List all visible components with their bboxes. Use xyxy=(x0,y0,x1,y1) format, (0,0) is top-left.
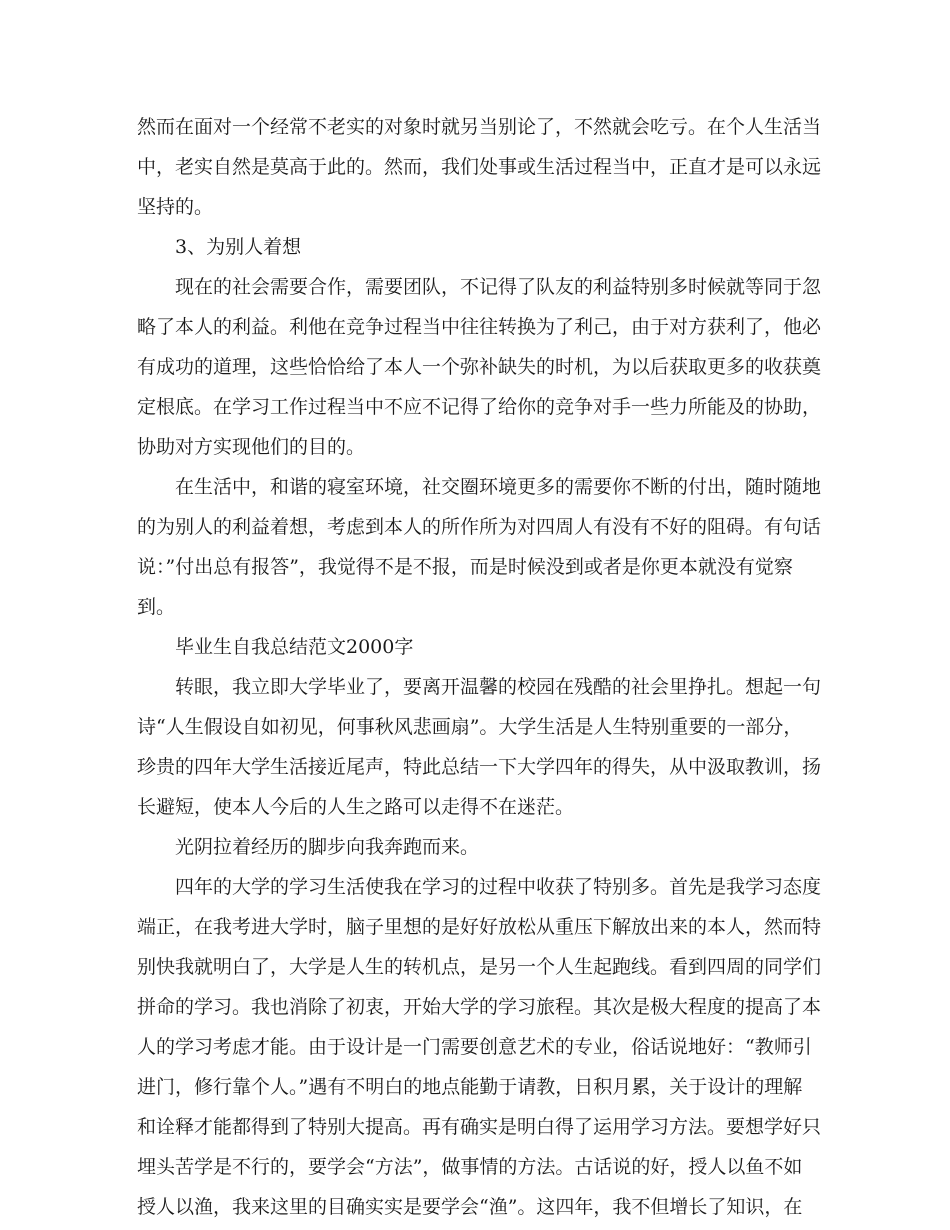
text-line xyxy=(0,907,950,947)
line-text: 埋头苦学是不行的，要学会“方法”，做事情的方法。古话说的好，授人以鱼不如 xyxy=(137,1156,803,1178)
text-line xyxy=(0,547,950,587)
line-text: 进门，修行靠个人。”遇有不明白的地点能勤于请教，日积月累，关于设计的理解 xyxy=(137,1076,803,1098)
text-line xyxy=(0,707,950,747)
line-text: 定根底。在学习工作过程当中不应不记得了给你的竞争对手一些力所能及的协助， xyxy=(137,396,822,418)
text-line xyxy=(0,507,950,547)
text-line xyxy=(0,747,950,787)
line-text: 协助对方实现他们的目的。 xyxy=(137,436,366,458)
line-text: 中，老实自然是莫高于此的。然而，我们处事或生活过程当中，正直才是可以永远 xyxy=(137,156,822,178)
line-text: 说：”付出总有报答”，我觉得不是不报，而是时候没到或者是你更本就没有觉察 xyxy=(137,556,793,578)
text-line xyxy=(0,987,950,1027)
text-line xyxy=(0,187,950,227)
line-text: 端正，在我考进大学时，脑子里想的是好好放松从重压下解放出来的本人，然而特 xyxy=(137,916,822,938)
line-text: 光阴拉着经历的脚步向我奔跑而来。 xyxy=(175,836,480,858)
line-text: 坚持的。 xyxy=(137,196,214,218)
line-text: 略了本人的利益。利他在竞争过程当中往往转换为了利己，由于对方获利了，他必 xyxy=(137,316,822,338)
line-text: 和诠释才能都得到了特别大提高。再有确实是明白得了运用学习方法。要想学好只 xyxy=(137,1116,822,1138)
text-line xyxy=(0,147,950,187)
text-line xyxy=(0,667,950,707)
line-text: 长避短，使本人今后的人生之路可以走得不在迷茫。 xyxy=(137,796,575,818)
line-text: 拼命的学习。我也消除了初衷，开始大学的学习旅程。其次是极大程度的提高了本 xyxy=(137,996,822,1018)
text-line xyxy=(0,1067,950,1107)
line-text: 转眼，我立即大学毕业了，要离开温馨的校园在残酷的社会里挣扎。想起一句 xyxy=(175,676,822,698)
text-line xyxy=(0,1027,950,1067)
section-heading-line xyxy=(0,227,950,267)
line-text: 授人以渔，我来这里的目确实实是要学会“渔”。这四年，我不但增长了知识，在 xyxy=(137,1196,803,1218)
text-line xyxy=(0,827,950,867)
text-line xyxy=(0,267,950,307)
line-text: 到。 xyxy=(137,596,176,618)
text-line xyxy=(0,787,950,827)
text-line xyxy=(0,387,950,427)
line-text: 有成功的道理，这些恰恰给了本人一个弥补缺失的时机，为以后获取更多的收获奠 xyxy=(137,356,822,378)
text-line xyxy=(0,347,950,387)
text-line xyxy=(0,307,950,347)
text-line xyxy=(0,1187,950,1227)
text-line xyxy=(0,1107,950,1147)
line-text: 四年的大学的学习生活使我在学习的过程中收获了特别多。首先是我学习态度 xyxy=(175,876,822,898)
text-line xyxy=(0,1147,950,1187)
text-line xyxy=(0,427,950,467)
text-line xyxy=(0,107,950,147)
text-line xyxy=(0,467,950,507)
line-text: 现在的社会需要合作，需要团队，不记得了队友的利益特别多时候就等同于忽 xyxy=(175,276,822,298)
line-text: 珍贵的四年大学生活接近尾声，特此总结一下大学四年的得失，从中汲取教训，扬 xyxy=(137,756,822,778)
line-text: 的为别人的利益着想，考虑到本人的所作所为对四周人有没有不好的阻碍。有句话 xyxy=(137,516,822,538)
section-heading-line xyxy=(0,627,950,667)
text-line xyxy=(0,947,950,987)
line-text: 人的学习考虑才能。由于设计是一门需要创意艺术的专业，俗话说地好：“教师引 xyxy=(137,1036,812,1058)
text-line xyxy=(0,867,950,907)
text-line xyxy=(0,587,950,627)
line-text: 别快我就明白了，大学是人生的转机点，是另一个人生起跑线。看到四周的同学们 xyxy=(137,956,822,978)
line-text: 在生活中，和谐的寝室环境，社交圈环境更多的需要你不断的付出，随时随地 xyxy=(175,476,822,498)
section-heading: 毕业生自我总结范文2000字 xyxy=(175,636,414,658)
section-heading: 3、为别人着想 xyxy=(175,236,302,258)
line-text: 诗“人生假设自如初见，何事秋风悲画扇”。大学生活是人生特别重要的一部分， xyxy=(137,716,803,738)
line-text: 然而在面对一个经常不老实的对象时就另当别论了，不然就会吃亏。在个人生活当 xyxy=(137,116,822,138)
